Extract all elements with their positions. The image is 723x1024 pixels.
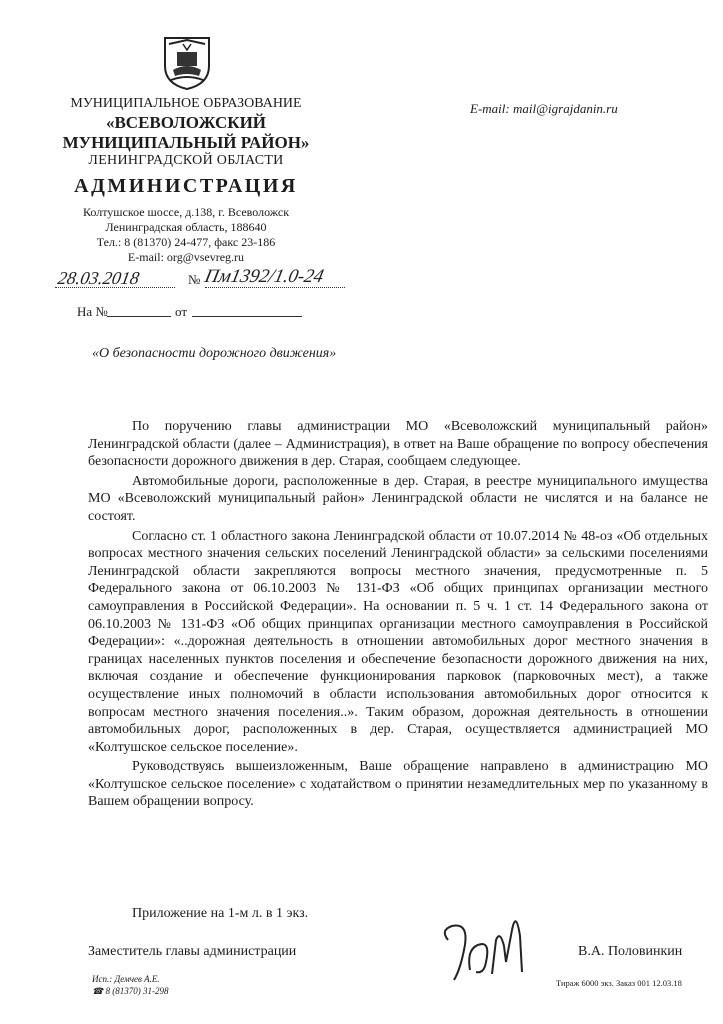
paragraph: Согласно ст. 1 областного закона Ленинградской области от 10.07.2014 № 48-оз «Об отдельных вопросах местного значения сельских поселений Ленинградской области» за сельскими поселениями Ленинградской области закрепляются вопросы местного значения, предусмотренные п. 5 Федерального закона от 06.10.2003 № 131-ФЗ «Об общих принципах организации местного самоуправления в Российской Федерации». На основании п. 5 ч. 1 ст. 14 Федерального закона от 06.10.2003 № 131-ФЗ «Об общих принципах организации местного самоуправления в Российской Федерации»: «..дорожная деятельность в отношении автомобильных дорог местного значения в границах населенных пунктов поселения и обеспечение безопасности дорожного движения на них, включая создание и обеспечение функционирования парковок (парковочных мест), а также осуществление иных полномочий в области использования автомобильных дорог относится к вопросам местного значения поселения..». Таким образом, дорожная деятельность в отношении автомобильных дорог, расположенных в дер. Старая, осуществляется администрацией МО «Колтушское сельское поселение». <box>88 528 708 755</box>
executor-name: Исп.: Демчев А.Е. <box>92 974 160 984</box>
attachment-note: Приложение на 1-м л. в 1 экз. <box>132 906 309 921</box>
address-street: Колтушское шоссе, д.138, г. Всеволожск <box>82 205 290 219</box>
executor-phone: ☎ 8 (81370) 31-298 <box>92 986 169 996</box>
number-underline <box>205 287 345 288</box>
date-underline <box>55 287 175 288</box>
letter-subject: «О безопасности дорожного движения» <box>92 346 337 361</box>
recipient-email: E-mail: mail@igrajdanin.ru <box>470 101 618 116</box>
municipal-formation-line: МУНИЦИПАЛЬНОЕ ОБРАЗОВАНИЕ <box>70 96 302 111</box>
coat-of-arms-icon <box>163 36 211 90</box>
district-name-line1: «ВСЕВОЛОЖСКИЙ <box>105 113 267 132</box>
registration-number-label: № <box>188 272 201 287</box>
region-line: ЛЕНИНГРАДСКОЙ ОБЛАСТИ <box>88 153 284 168</box>
print-run-info: Тираж 6000 экз. Заказ 001 12.03.18 <box>556 978 682 988</box>
reference-number-blank <box>107 316 171 317</box>
administration-title: АДМИНИСТРАЦИЯ <box>74 175 298 197</box>
registration-date: 28.03.2018 <box>56 268 141 288</box>
address-email: E-mail: org@vsevreg.ru <box>127 250 245 264</box>
signer-title: Заместитель главы администрации <box>88 944 297 959</box>
registration-number: Пм1392/1.0-24 <box>202 266 326 287</box>
paragraph: Автомобильные дороги, расположенные в дер. Старая, в реестре муниципального имущества МО «Всеволожский муниципальный район» Ленинградской области не числятся и на балансе не состоят. <box>88 473 708 524</box>
reference-number-label: На № <box>77 304 108 319</box>
handwritten-signature <box>430 900 540 990</box>
reference-date-label: от <box>175 304 188 319</box>
signer-name: В.А. Половинкин <box>578 944 683 959</box>
district-name-line2: МУНИЦИПАЛЬНЫЙ РАЙОН» <box>62 133 310 152</box>
letter-body <box>88 418 708 813</box>
address-region: Ленинградская область, 188640 <box>105 220 267 234</box>
paragraph: По поручению главы администрации МО «Всеволожский муниципальный район» Ленинградской области (далее – Администрация), в ответ на Ваше обращение по вопросу обеспечения безопасности дорожного движения в дер. Старая, сообщаем следующее. <box>88 419 708 470</box>
address-phone: Тел.: 8 (81370) 24-477, факс 23-186 <box>96 235 276 249</box>
reference-date-blank <box>192 316 302 317</box>
paragraph: Руководствуясь вышеизложенным, Ваше обращение направлено в администрацию МО «Колтушское сельское поселение» с ходатайством о принятии незамедлительных мер по указанному в Вашем обращении вопросу. <box>88 759 708 810</box>
